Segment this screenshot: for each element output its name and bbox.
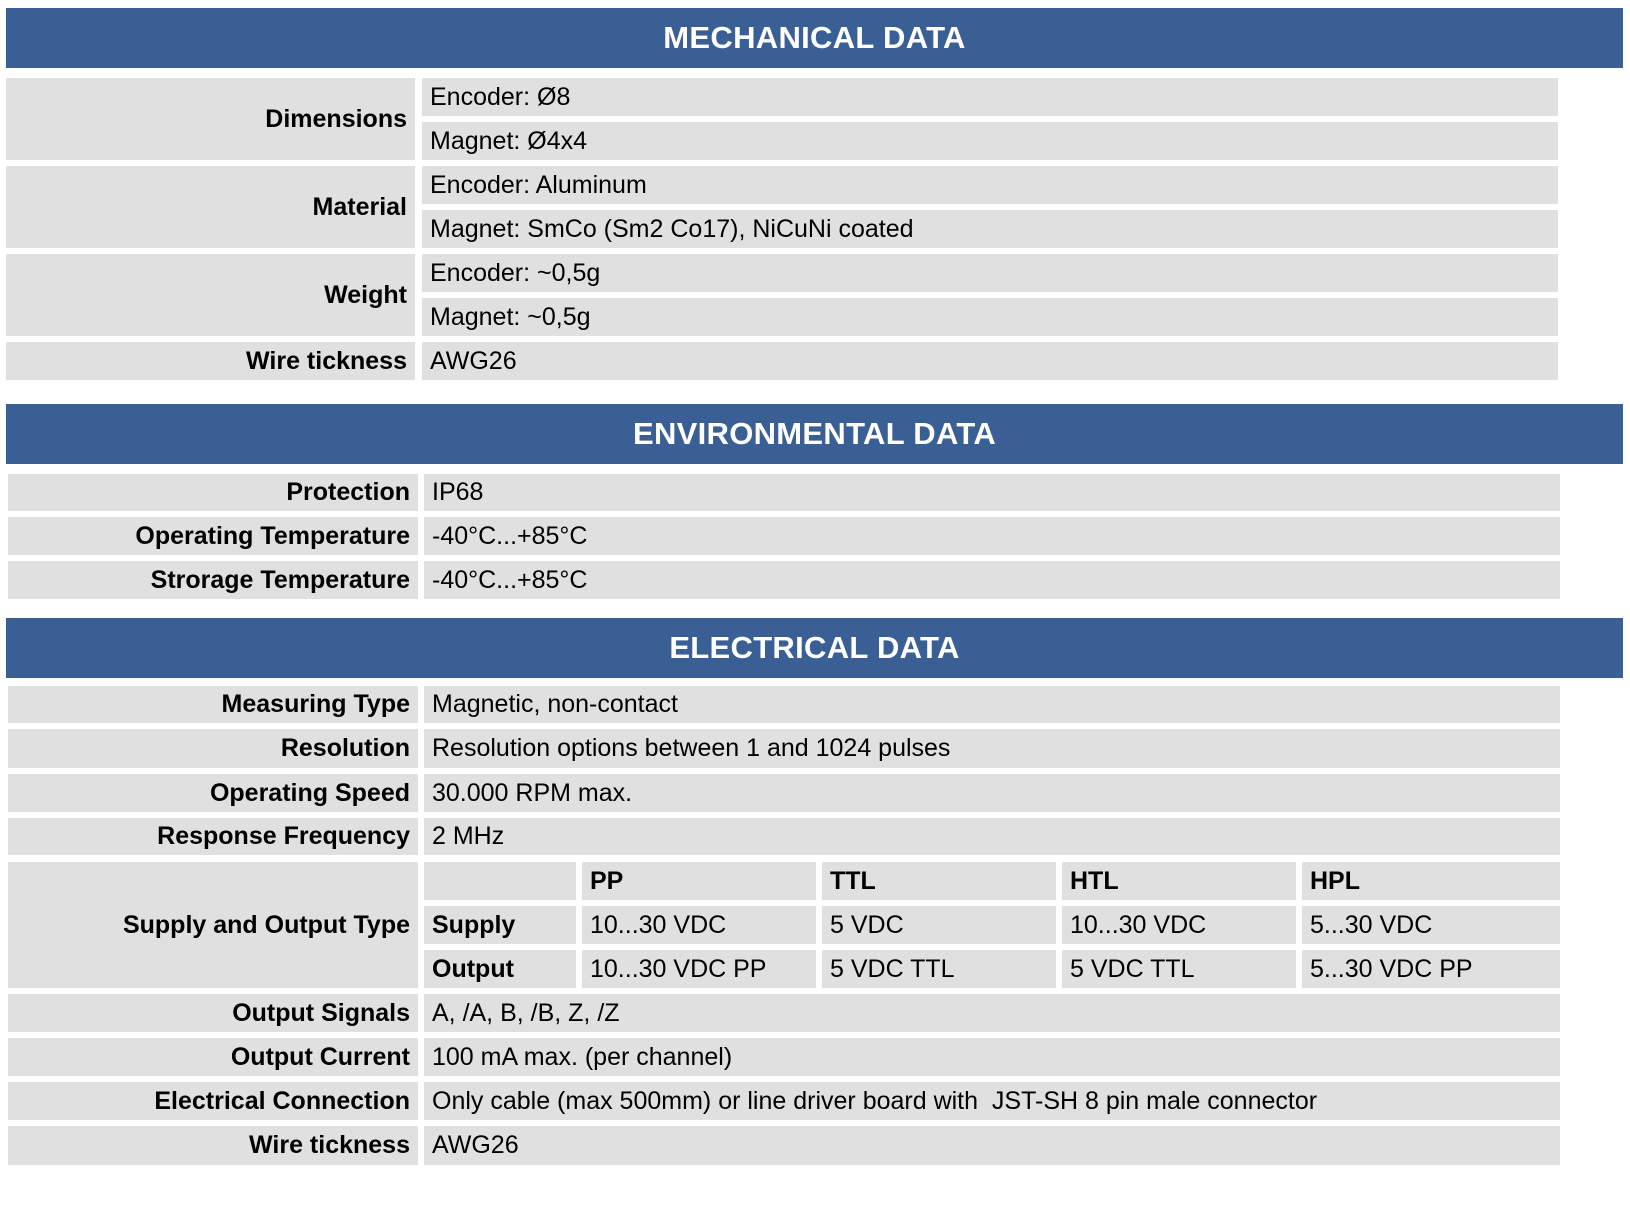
storage-temperature-label: Strorage Temperature — [8, 561, 418, 599]
elec-wire-value: AWG26 — [424, 1126, 1560, 1165]
supply-pp-value: 10...30 VDC — [582, 906, 816, 944]
output-hpl-value: 5...30 VDC PP — [1302, 950, 1560, 988]
electrical-data-header: ELECTRICAL DATA — [6, 618, 1623, 678]
measuring-type-value: Magnetic, non-contact — [424, 686, 1560, 723]
output-ttl-value: 5 VDC TTL — [822, 950, 1056, 988]
column-header-ttl: TTL — [822, 862, 1056, 900]
supply-output-type-label: Supply and Output Type — [8, 862, 418, 988]
dimensions-magnet-value: Magnet: Ø4x4 — [422, 122, 1558, 160]
supply-output-corner-cell — [424, 862, 576, 900]
mech-wire-label: Wire tickness — [6, 342, 415, 380]
material-label: Material — [6, 166, 415, 248]
resolution-label: Resolution — [8, 729, 418, 768]
weight-encoder-value: Encoder: ~0,5g — [422, 254, 1558, 292]
resolution-value: Resolution options between 1 and 1024 pulses — [424, 729, 1560, 768]
supply-hpl-value: 5...30 VDC — [1302, 906, 1560, 944]
protection-label: Protection — [8, 474, 418, 511]
environmental-data-header: ENVIRONMENTAL DATA — [6, 404, 1623, 464]
weight-label: Weight — [6, 254, 415, 336]
output-pp-value: 10...30 VDC PP — [582, 950, 816, 988]
operating-speed-label: Operating Speed — [8, 774, 418, 812]
mechanical-data-header: MECHANICAL DATA — [6, 8, 1623, 68]
storage-temperature-value: -40°C...+85°C — [424, 561, 1560, 599]
dimensions-encoder-value: Encoder: Ø8 — [422, 78, 1558, 116]
output-current-label: Output Current — [8, 1038, 418, 1076]
output-signals-value: A, /A, B, /B, Z, /Z — [424, 994, 1560, 1032]
operating-speed-value: 30.000 RPM max. — [424, 774, 1560, 812]
column-header-hpl: HPL — [1302, 862, 1560, 900]
output-signals-label: Output Signals — [8, 994, 418, 1032]
dimensions-label: Dimensions — [6, 78, 415, 160]
mech-wire-value: AWG26 — [422, 342, 1558, 380]
elec-wire-label: Wire tickness — [8, 1126, 418, 1165]
operating-temperature-value: -40°C...+85°C — [424, 517, 1560, 555]
output-htl-value: 5 VDC TTL — [1062, 950, 1296, 988]
supply-htl-value: 10...30 VDC — [1062, 906, 1296, 944]
supply-ttl-value: 5 VDC — [822, 906, 1056, 944]
column-header-htl: HTL — [1062, 862, 1296, 900]
electrical-connection-value: Only cable (max 500mm) or line driver board with JST-SH 8 pin male connector — [424, 1082, 1560, 1120]
material-magnet-value: Magnet: SmCo (Sm2 Co17), NiCuNi coated — [422, 210, 1558, 248]
weight-magnet-value: Magnet: ~0,5g — [422, 298, 1558, 336]
supply-row-label: Supply — [424, 906, 576, 944]
output-row-label: Output — [424, 950, 576, 988]
material-encoder-value: Encoder: Aluminum — [422, 166, 1558, 204]
protection-value: IP68 — [424, 474, 1560, 511]
column-header-pp: PP — [582, 862, 816, 900]
operating-temperature-label: Operating Temperature — [8, 517, 418, 555]
measuring-type-label: Measuring Type — [8, 686, 418, 723]
response-frequency-value: 2 MHz — [424, 818, 1560, 855]
electrical-connection-label: Electrical Connection — [8, 1082, 418, 1120]
output-current-value: 100 mA max. (per channel) — [424, 1038, 1560, 1076]
response-frequency-label: Response Frequency — [8, 818, 418, 855]
